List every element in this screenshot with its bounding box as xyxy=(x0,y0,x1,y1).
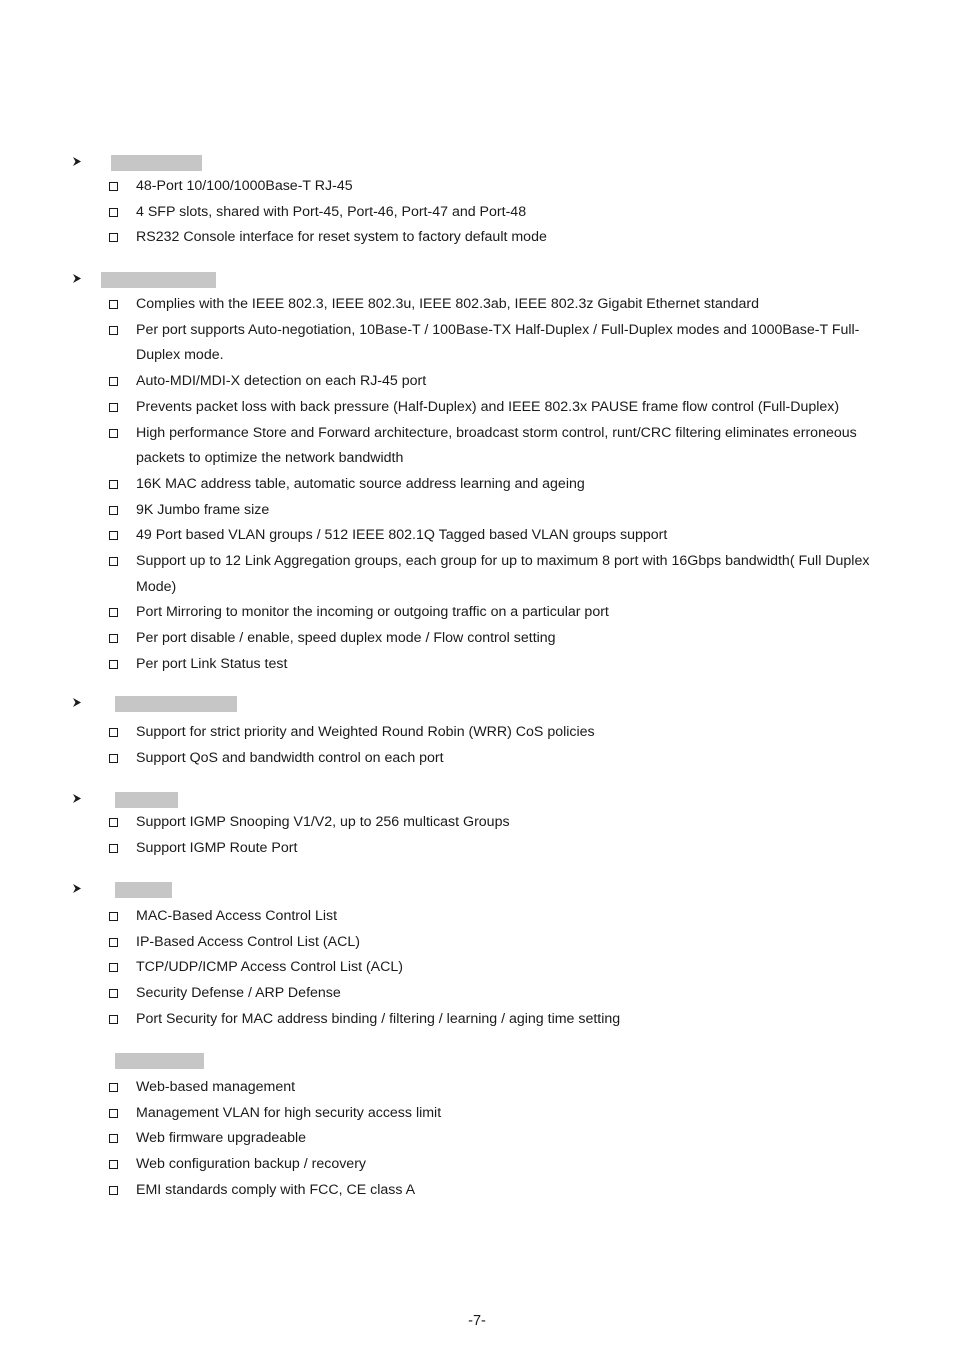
checkbox-bullet-icon xyxy=(109,608,118,617)
list-item-text: Port Security for MAC address binding / filtering / learning / aging time setting xyxy=(136,1010,621,1027)
checkbox-bullet-icon xyxy=(109,1186,118,1195)
checkbox-bullet-icon xyxy=(109,1083,118,1092)
section-security xyxy=(0,880,954,1033)
arrowhead-bullet-icon xyxy=(71,880,83,896)
arrowhead-bullet-icon xyxy=(71,153,83,169)
checkbox-bullet-icon xyxy=(109,403,118,412)
checkbox-bullet-icon xyxy=(109,728,118,737)
list-item xyxy=(0,318,954,369)
list-item-text: Per port supports Auto-negotiation, 10Base-T / 100Base-TX Half-Duplex / Full-Duplex modes and 1000Base-T Full-Duplex mode. xyxy=(136,321,860,364)
list-item xyxy=(0,549,954,600)
section-heading xyxy=(0,694,954,714)
list-item xyxy=(0,421,954,472)
list-item xyxy=(0,395,954,421)
list-item xyxy=(0,600,954,626)
checkbox-bullet-icon xyxy=(109,912,118,921)
list-item-text: Security Defense / ARP Defense xyxy=(136,985,341,1002)
list-item xyxy=(0,498,954,524)
list-item-text: Port Mirroring to monitor the incoming or outgoing traffic on a particular port xyxy=(136,604,609,621)
list-item-text: Web-based management xyxy=(136,1079,296,1095)
list-item xyxy=(0,472,954,498)
checkbox-bullet-icon xyxy=(109,1134,118,1143)
checkbox-bullet-icon xyxy=(109,963,118,972)
list-item-text: Per port disable / enable, speed duplex mode / Flow control setting xyxy=(136,630,556,647)
redacted-heading-bar xyxy=(111,155,202,171)
redacted-heading-bar xyxy=(115,792,178,808)
list-item xyxy=(0,981,954,1007)
checkbox-bullet-icon xyxy=(109,938,118,947)
list-item xyxy=(0,904,954,930)
list-item-text: Support IGMP Route Port xyxy=(136,839,298,856)
redacted-heading-bar xyxy=(101,272,216,288)
feature-list xyxy=(0,292,954,678)
list-item-text: IP-Based Access Control List (ACL) xyxy=(136,933,360,950)
checkbox-bullet-icon xyxy=(109,429,118,438)
list-item-text: Web configuration backup / recovery xyxy=(136,1156,367,1173)
checkbox-bullet-icon xyxy=(109,844,118,853)
section-management xyxy=(0,1051,954,1204)
checkbox-bullet-icon xyxy=(109,506,118,515)
checkbox-bullet-icon xyxy=(109,557,118,566)
list-item xyxy=(0,810,954,836)
checkbox-bullet-icon xyxy=(109,634,118,643)
feature-list xyxy=(0,720,954,771)
checkbox-bullet-icon xyxy=(109,182,118,191)
list-item-text: 4 SFP slots, shared with Port-45, Port-46, Port-47 and Port-48 xyxy=(136,203,527,220)
list-item xyxy=(0,369,954,395)
section-multicast xyxy=(0,790,954,861)
checkbox-bullet-icon xyxy=(109,660,118,669)
list-item-text: Support up to 12 Link Aggregation groups, each group for up to maximum 8 port with 16Gbps bandwidth( Full Duplex Mode) xyxy=(136,553,870,595)
checkbox-bullet-icon xyxy=(109,754,118,763)
checkbox-bullet-icon xyxy=(109,326,118,335)
list-item-text: 16K MAC address table, automatic source address learning and ageing xyxy=(136,475,585,492)
list-item xyxy=(0,836,954,862)
checkbox-bullet-icon xyxy=(109,1015,118,1024)
feature-list xyxy=(0,174,954,251)
arrowhead-bullet-icon xyxy=(71,694,83,710)
list-item xyxy=(0,930,954,956)
list-item-text: 9K Jumbo frame size xyxy=(136,501,270,518)
redacted-heading-bar xyxy=(115,882,172,898)
checkbox-bullet-icon xyxy=(109,377,118,386)
arrowhead-bullet-icon xyxy=(71,790,83,806)
list-item-text: Complies with the IEEE 802.3, IEEE 802.3u, IEEE 802.3ab, IEEE 802.3z Gigabit Ethernet standard xyxy=(136,296,760,312)
section-heading xyxy=(0,790,954,810)
list-item-text: Support QoS and bandwidth control on each port xyxy=(136,749,444,766)
arrowhead-bullet-icon xyxy=(71,270,83,286)
list-item-text: EMI standards comply with FCC, CE class A xyxy=(136,1181,416,1198)
checkbox-bullet-icon xyxy=(109,233,118,242)
list-item xyxy=(0,626,954,652)
checkbox-bullet-icon xyxy=(109,1109,118,1118)
list-item xyxy=(0,200,954,226)
list-item-text: Support for strict priority and Weighted Round Robin (WRR) CoS policies xyxy=(136,724,595,740)
list-item-text: Per port Link Status test xyxy=(136,655,288,672)
section-heading xyxy=(0,270,954,290)
list-item-text: MAC-Based Access Control List xyxy=(136,908,338,924)
checkbox-bullet-icon xyxy=(109,300,118,309)
redacted-heading-bar xyxy=(115,696,237,712)
page-number: -7- xyxy=(468,1313,486,1329)
list-item xyxy=(0,1075,954,1101)
section-heading xyxy=(0,153,954,173)
list-item-text: Prevents packet loss with back pressure (Half-Duplex) and IEEE 802.3x PAUSE frame flow control (Full-Duplex) xyxy=(136,398,840,415)
list-item-text: Management VLAN for high security access limit xyxy=(136,1104,442,1121)
list-item xyxy=(0,174,954,200)
feature-list xyxy=(0,1075,954,1204)
redacted-heading-bar xyxy=(115,1053,204,1069)
list-item xyxy=(0,652,954,678)
list-item xyxy=(0,746,954,772)
checkbox-bullet-icon xyxy=(109,480,118,489)
checkbox-bullet-icon xyxy=(109,818,118,827)
list-item-text: 49 Port based VLAN groups / 512 IEEE 802.1Q Tagged based VLAN groups support xyxy=(136,527,668,544)
list-item xyxy=(0,1178,954,1204)
list-item-text: Web firmware upgradeable xyxy=(136,1130,307,1147)
checkbox-bullet-icon xyxy=(109,208,118,217)
list-item xyxy=(0,1152,954,1178)
list-item xyxy=(0,1007,954,1033)
list-item xyxy=(0,720,954,746)
list-item-text: 48-Port 10/100/1000Base-T RJ-45 xyxy=(136,178,353,194)
checkbox-bullet-icon xyxy=(109,1160,118,1169)
list-item xyxy=(0,225,954,251)
section-heading xyxy=(0,1051,954,1071)
list-item-text: RS232 Console interface for reset system to factory default mode xyxy=(136,229,547,246)
feature-list xyxy=(0,904,954,1033)
list-item xyxy=(0,1101,954,1127)
section-layer2 xyxy=(0,270,954,678)
list-item xyxy=(0,292,954,318)
list-item-text: High performance Store and Forward architecture, broadcast storm control, runt/CRC filtering eliminates erroneous packets to optimize the network bandwidth xyxy=(136,424,857,467)
list-item-text: TCP/UDP/ICMP Access Control List (ACL) xyxy=(136,959,403,976)
checkbox-bullet-icon xyxy=(109,989,118,998)
list-item-text: Support IGMP Snooping V1/V2, up to 256 multicast Groups xyxy=(136,814,510,830)
section-qos xyxy=(0,694,954,771)
checkbox-bullet-icon xyxy=(109,531,118,540)
list-item-text: Auto-MDI/MDI-X detection on each RJ-45 port xyxy=(136,373,427,390)
list-item xyxy=(0,523,954,549)
section-ports xyxy=(0,153,954,251)
section-heading xyxy=(0,880,954,900)
feature-list xyxy=(0,810,954,861)
list-item xyxy=(0,1126,954,1152)
list-item xyxy=(0,955,954,981)
